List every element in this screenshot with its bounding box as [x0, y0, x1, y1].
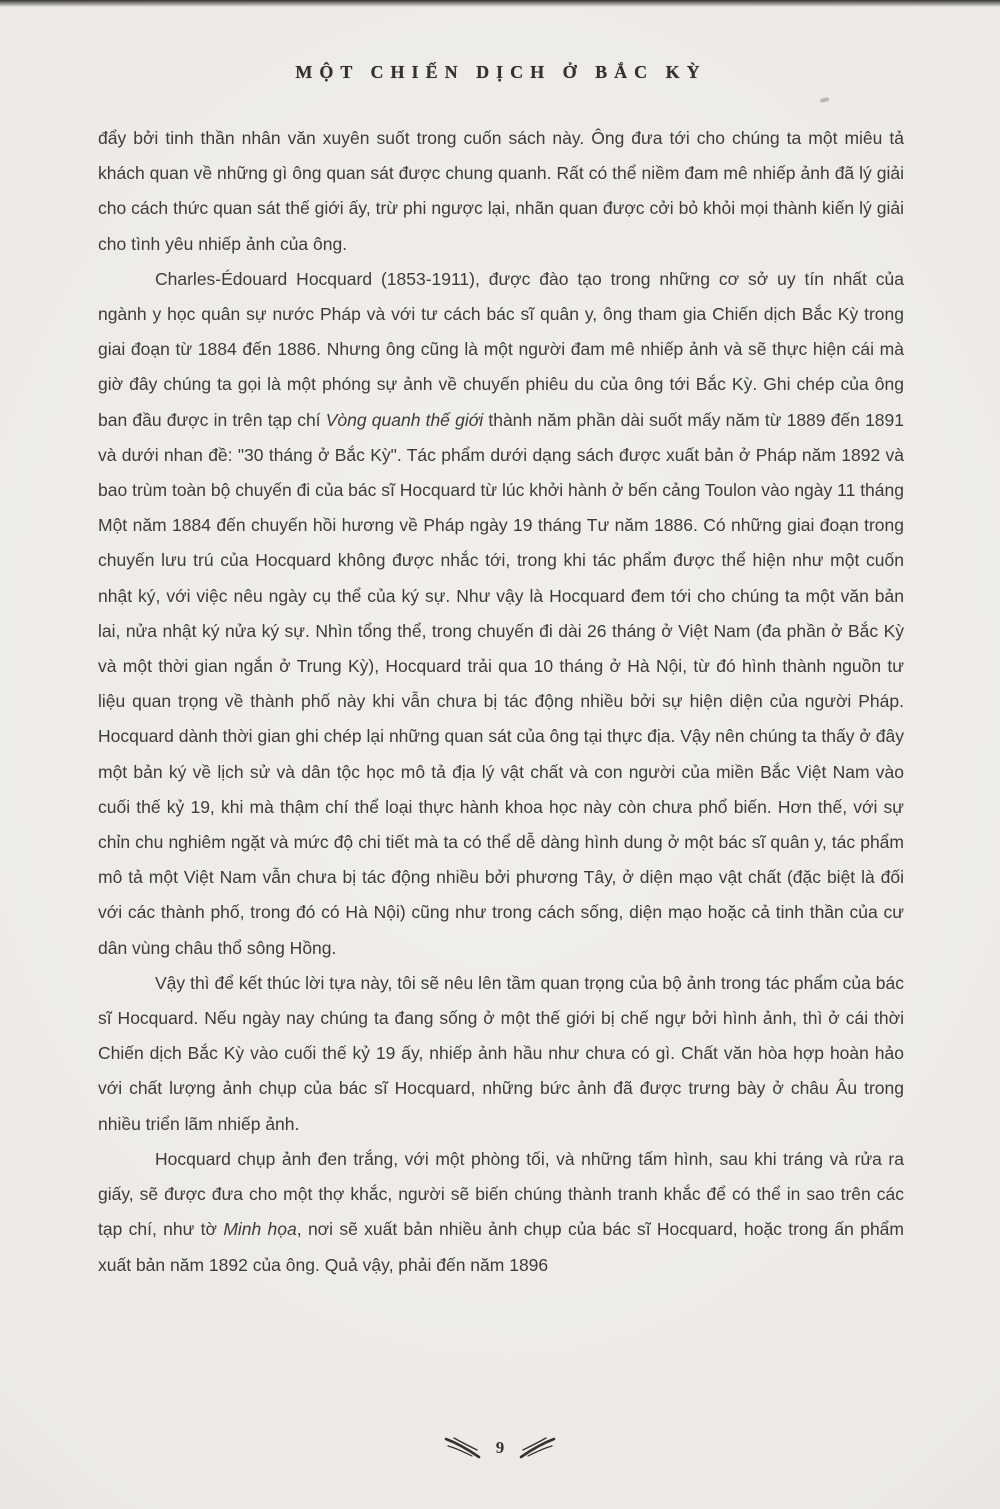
running-header — [98, 62, 904, 83]
journal-title: Vòng quanh thế giới — [325, 409, 484, 430]
text-segment: Hocquard chụp ảnh đen trắng, với một phòng tối, và những tấm hình, sau khi tráng và rửa ra giấy, sẽ được đưa cho một thợ khắc, người sẽ biến chúng thành tranh khắc để có thể in sao trên các tạp chí, như tờ — [98, 1148, 904, 1240]
paragraph — [98, 966, 904, 1142]
paragraph — [98, 262, 904, 966]
journal-title: Minh họa — [223, 1219, 297, 1240]
paragraph — [98, 1142, 904, 1283]
flourish-left-icon — [444, 1436, 482, 1460]
page-body — [98, 121, 904, 1283]
page-title: MỘT CHIẾN DỊCH Ở BẮC KỲ — [295, 62, 707, 82]
text-segment: Charles-Édouard Hocquard (1853-1911), được đào tạo trong những cơ sở uy tín nhất của ngành y học quân sự nước Pháp và với tư cách bác sĩ quân y, ông tham gia Chiến dịch Bắc Kỳ trong giai đoạn từ 1884 đến 1886. Nhưng ông cũng là một người đam mê nhiếp ảnh và sẽ thực hiện cái mà giờ đây chúng ta gọi là một phóng sự ảnh về chuyến phiêu du của ông tới Bắc Kỳ. Ghi chép của ông ban đầu được in trên tạp chí — [98, 268, 904, 430]
flourish-right-icon — [518, 1436, 556, 1460]
text-segment: thành năm phần dài suốt mấy năm từ 1889 đến 1891 và dưới nhan đề: "30 tháng ở Bắc Kỳ". Tác phẩm dưới dạng sách được xuất bản ở Pháp năm 1892 và bao trùm toàn bộ chuyến đi của bác sĩ Hocquard từ lúc khởi hành ở bến cảng Toulon vào ngày 11 tháng Một năm 1884 đến chuyến hồi hương về Pháp ngày 19 tháng Tư năm 1886. Có những giai đoạn trong chuyến lưu trú của Hocquard không được nhắc tới, trong khi tác phẩm được thể hiện như một cuốn nhật ký, với việc nêu ngày cụ thể của ký sự. Như vậy là Hocquard đem tới cho chúng ta một văn bản lai, nửa nhật ký nửa ký sự. Nhìn tổng thể, trong chuyến đi dài 26 tháng ở Việt Nam (đa phần ở Bắc Kỳ và một thời gian ngắn ở Trung Kỳ), Hocquard trải qua 10 tháng ở Hà Nội, từ đó hình thành nguồn tư liệu quan trọng về thành phố này khi vẫn chưa bị tác động nhiều bởi sự hiện diện của người Pháp. Hocquard dành thời gian ghi chép lại những quan sát của ông tại thực địa. Vậy nên chúng ta thấy ở đây một bản ký về lịch sử và dân tộc học mô tả địa lý vật chất và con người của miền Bắc Việt Nam vào cuối thế kỷ 19, khi mà thậm chí thể loại thực hành khoa học này còn chưa phổ biến. Hơn thế, với sự chỉn chu nghiêm ngặt và mức độ chi tiết mà ta có thể dễ dàng hình dung ở một bác sĩ quân y, tác phẩm mô tả một Việt Nam vẫn chưa bị tác động nhiều bởi phương Tây, ở diện mạo vật chất (đặc biệt là đối với các thành phố, trong đó có Hà Nội) cũng như trong cách sống, diện mạo hoặc cả tinh thần của cư dân vùng châu thổ sông Hồng. — [98, 409, 904, 958]
text-segment: Vậy thì để kết thúc lời tựa này, tôi sẽ nêu lên tầm quan trọng của bộ ảnh trong tác phẩm của bác sĩ Hocquard. Nếu ngày nay chúng ta đang sống ở một thế giới bị chế ngự bởi hình ảnh, thì ở cái thời Chiến dịch Bắc Kỳ vào cuối thế kỷ 19 ấy, nhiếp ảnh hầu như chưa có gì. Chất văn hòa hợp hoàn hảo với chất lượng ảnh chụp của bác sĩ Hocquard, những bức ảnh đã được trưng bày ở châu Âu trong nhiều triển lãm nhiếp ảnh. — [98, 972, 904, 1134]
page-footer — [0, 1436, 1000, 1465]
text-segment: , nơi sẽ xuất bản nhiều ảnh chụp của bác sĩ Hocquard, hoặc trong ấn phẩm xuất bản năm 1892 của ông. Quả vậy, phải đến năm 1896 — [98, 1219, 904, 1275]
text-segment: đẩy bởi tinh thần nhân văn xuyên suốt trong cuốn sách này. Ông đưa tới cho chúng ta một miêu tả khách quan về những gì ông quan sát được chung quanh. Rất có thể niềm đam mê nhiếp ảnh đã lý giải cho cách thức quan sát thế giới ấy, trừ phi ngược lại, nhãn quan được cởi bỏ khỏi mọi thành kiến lý giải cho tình yêu nhiếp ảnh của ông. — [98, 128, 904, 254]
paragraph — [98, 121, 904, 262]
page-number: 9 — [495, 1438, 505, 1457]
